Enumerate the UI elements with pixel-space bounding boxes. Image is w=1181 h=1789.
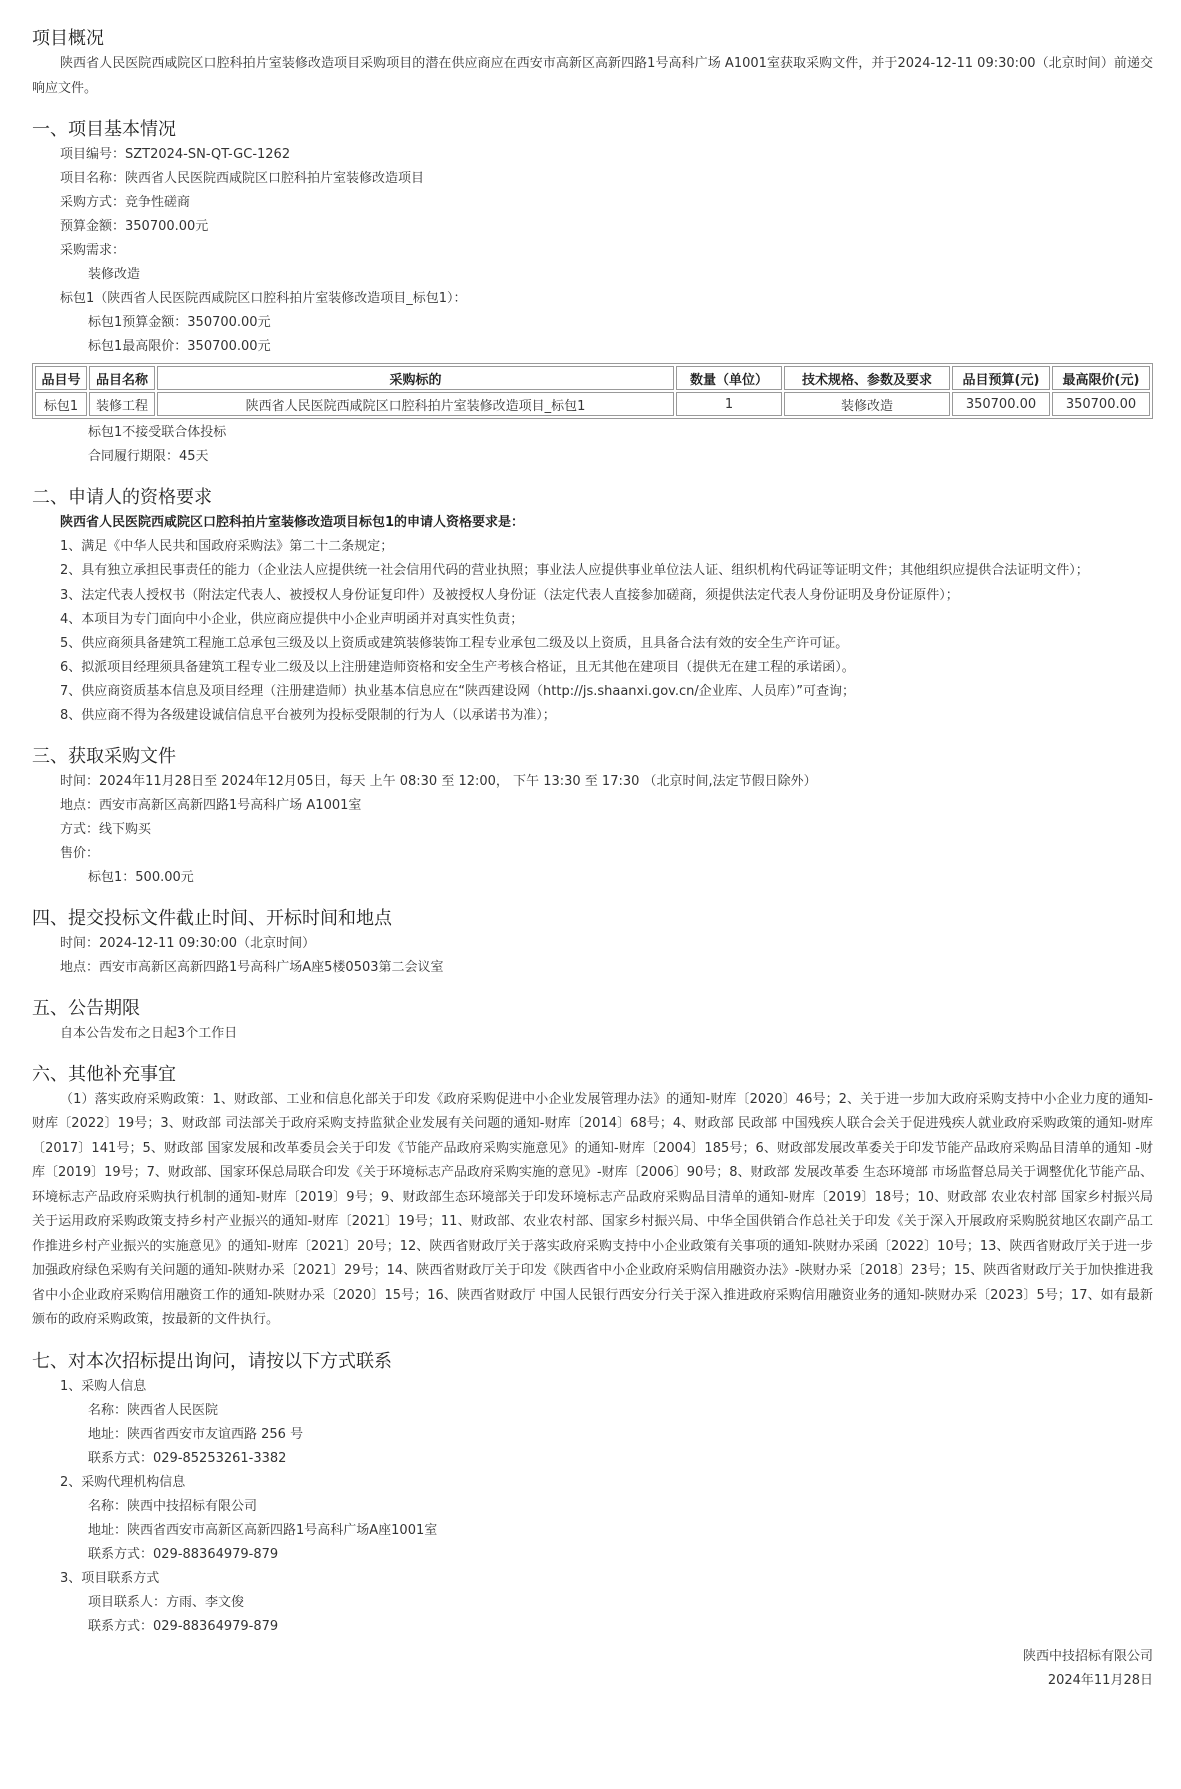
lot-title: 标包1（陕西省人民医院西咸院区口腔科拍片室装修改造项目_标包1）： bbox=[60, 291, 467, 306]
items-table bbox=[32, 363, 1153, 419]
section-title: 四、提交投标文件截止时间、开标时间和地点 bbox=[32, 907, 392, 929]
qualification-lead: 陕西省人民医院西咸院区口腔科拍片室装修改造项目标包1的申请人资格要求是： bbox=[60, 515, 525, 530]
table-cell: 350700.00 bbox=[1052, 392, 1150, 416]
buyer-phone: 联系方式：029-85253261-3382 bbox=[88, 1450, 287, 1466]
lot-max-price: 标包1最高限价：350700.00元 bbox=[88, 339, 271, 354]
section-overview bbox=[32, 26, 1153, 101]
contact-heading: 3、项目联系方式 bbox=[60, 1570, 160, 1586]
table-header-cell: 数量（单位） bbox=[676, 366, 782, 390]
contact-phone: 联系方式：029-88364979-879 bbox=[88, 1618, 279, 1634]
qualification-item: 7、供应商资质基本信息及项目经理（注册建造师）执业基本信息应在“陕西建设网（http://js.shaanxi.gov.cn/企业库、人员库）”可查询； bbox=[60, 683, 855, 699]
signature-org: 陕西中技招标有限公司 bbox=[1022, 1648, 1153, 1664]
section-title: 三、获取采购文件 bbox=[32, 745, 176, 767]
obtain-place: 地点：西安市高新区高新四路1号高科广场 A1001室 bbox=[60, 797, 362, 813]
table-header-row bbox=[35, 366, 1150, 390]
qualification-item: 3、法定代表人授权书（附法定代表人、被授权人身份证复印件）及被授权人身份证（法定代表人直接参加磋商，须提供法定代表人身份证明及身份证原件）； bbox=[60, 587, 959, 603]
table-cell: 装修改造 bbox=[784, 392, 950, 416]
price-label: 售价： bbox=[60, 845, 100, 861]
consortium-note: 标包1不接受联合体投标 bbox=[88, 425, 227, 440]
contract-period: 合同履行期限：45天 bbox=[88, 449, 209, 464]
agent-name: 名称：陕西中技招标有限公司 bbox=[88, 1498, 258, 1514]
qualification-item: 2、具有独立承担民事责任的能力（企业法人应提供统一社会信用代码的营业执照；事业法人应提供事业单位法人证、组织机构代码证等证明文件；其他组织应提供合法证明文件）； bbox=[60, 563, 1089, 578]
section-title: 项目概况 bbox=[32, 28, 104, 49]
notice-period: 自本公告发布之日起3个工作日 bbox=[60, 1025, 238, 1041]
table-header-cell: 采购标的 bbox=[157, 366, 674, 390]
procurement-method: 采购方式：竞争性磋商 bbox=[60, 195, 191, 210]
section-title: 一、项目基本情况 bbox=[32, 119, 176, 140]
section-period bbox=[32, 996, 1153, 1046]
budget-amount: 预算金额：350700.00元 bbox=[60, 219, 209, 234]
section-basic-info bbox=[32, 117, 1153, 469]
table-cell: 350700.00 bbox=[952, 392, 1050, 416]
section-supplement bbox=[32, 1062, 1153, 1333]
project-name: 项目名称：陕西省人民医院西咸院区口腔科拍片室装修改造项目 bbox=[60, 171, 425, 186]
table-header-cell: 技术规格、参数及要求 bbox=[784, 366, 950, 390]
section-qualifications bbox=[32, 485, 1153, 728]
section-contacts bbox=[32, 1349, 1153, 1639]
price-value: 标包1：500.00元 bbox=[88, 869, 194, 885]
supplement-text: （1）落实政府采购政策：1、财政部、工业和信息化部关于印发《政府采购促进中小企业发展管理办法》的通知-财库〔2020〕46号；2、关于进一步加大政府采购支持中小企业力度的通知-财库〔2022〕19号；3、财政部 司法部关于政府采购支持监狱企业发展有关问题的通知-财库〔2014〕68号；4、财政部 民政部 中国残疾人联合会关于促进残疾人就业政府采购政策的通知-财库〔2017〕141号；5、财政部 国家发展和改革委员会关于印发《节能产品政府采购实施意见》的通知-财库〔2004〕185号；6、财政部发展改革委关于印发节能产品政府采购品目清单的通知 -财库〔2019〕19号；7、财政部、国家环保总局联合印发《关于环境标志产品政府采购实施的意见》-财库〔2006〕90号；8、财政部 发展改革委 生态环境部 市场监督总局关于调整优化节能产品、环境标志产品政府采购执行机制的通知-财库〔2019〕9号；9、财政部生态环境部关于印发环境标志产品政府采购品目清单的通知-财库〔2019〕18号；10、财政部 农业农村部 国家乡村振兴局关于运用政府采购政策支持乡村产业振兴的通知-财库〔2021〕19号；11、财政部、农业农村部、国家乡村振兴局、中华全国供销合作总社关于印发《关于深入开展政府采购脱贫地区农副产品工作推进乡村产业振兴的实施意见》的通知-财库〔2021〕20号；12、陕西省财政厅关于落实政府采购支持中小企业政策有关事项的通知-陕财办采函〔2022〕10号；13、陕西省财政厅关于进一步加强政府绿色采购有关问题的通知-陕财办采〔2021〕29号；14、陕西省财政厅关于印发《陕西省中小企业政府采购信用融资办法》-陕财办采〔2018〕23号；15、陕西省财政厅关于加快推进我省中小企业政府采购信用融资工作的通知-陕财办采〔2020〕15号；16、陕西省财政厅 中国人民银行西安分行关于深入推进政府采购信用融资业务的通知-陕财办采〔2023〕5号；17、如有最新颁布的政府采购政策，按最新的文件执行。 bbox=[32, 1091, 1154, 1327]
section-title: 七、对本次招标提出询问，请按以下方式联系 bbox=[32, 1350, 392, 1372]
table-cell: 陕西省人民医院西咸院区口腔科拍片室装修改造项目_标包1 bbox=[157, 392, 674, 416]
project-number: 项目编号：SZT2024-SN-QT-GC-1262 bbox=[60, 147, 291, 162]
section-title: 六、其他补充事宜 bbox=[32, 1063, 176, 1085]
demand-value: 装修改造 bbox=[88, 267, 141, 282]
table-header-cell: 品目预算(元) bbox=[952, 366, 1050, 390]
qualification-item: 6、拟派项目经理须具备建筑工程专业二级及以上注册建造师资格和安全生产考核合格证，且无其他在建项目（提供无在建工程的承诺函）。 bbox=[60, 659, 855, 675]
lot-budget: 标包1预算金额：350700.00元 bbox=[88, 315, 271, 330]
section-obtain-docs bbox=[32, 744, 1153, 890]
section-title: 二、申请人的资格要求 bbox=[32, 487, 212, 508]
table-cell: 装修工程 bbox=[89, 392, 155, 416]
table-row bbox=[35, 392, 1150, 416]
section-deadline bbox=[32, 906, 1153, 980]
qualification-item: 1、满足《中华人民共和国政府采购法》第二十二条规定； bbox=[60, 539, 394, 554]
obtain-way: 方式：线下购买 bbox=[60, 821, 152, 837]
table-header-cell: 品目号 bbox=[35, 366, 87, 390]
contact-person: 项目联系人：方雨、李文俊 bbox=[88, 1594, 245, 1610]
table-cell: 标包1 bbox=[35, 392, 87, 416]
table-cell: 1 bbox=[676, 392, 782, 416]
section-title: 五、公告期限 bbox=[32, 997, 140, 1019]
deadline-time: 时间：2024-12-11 09:30:00（北京时间） bbox=[60, 935, 316, 951]
table-header-cell: 品目名称 bbox=[89, 366, 155, 390]
demand-label: 采购需求： bbox=[60, 243, 126, 258]
qualification-item: 4、本项目为专门面向中小企业，供应商应提供中小企业声明函并对真实性负责； bbox=[60, 611, 524, 627]
buyer-address: 地址：陕西省西安市友谊西路 256 号 bbox=[88, 1426, 304, 1442]
obtain-time: 时间：2024年11月28日至 2024年12月05日，每天 上午 08:30 至 12:00， 下午 13:30 至 17:30 （北京时间,法定节假日除外） bbox=[60, 773, 817, 789]
signature-block bbox=[32, 1645, 1153, 1693]
deadline-place: 地点：西安市高新区高新四路1号高科广场A座5楼0503第二会议室 bbox=[60, 959, 444, 975]
qualification-item: 5、供应商须具备建筑工程施工总承包三级及以上资质或建筑装修装饰工程专业承包二级及以上资质，且具备合法有效的安全生产许可证。 bbox=[60, 635, 849, 651]
agent-phone: 联系方式：029-88364979-879 bbox=[88, 1546, 279, 1562]
agent-address: 地址：陕西省西安市高新区高新四路1号高科广场A座1001室 bbox=[88, 1522, 438, 1538]
signature-date: 2024年11月28日 bbox=[1047, 1672, 1153, 1688]
buyer-heading: 1、采购人信息 bbox=[60, 1378, 147, 1394]
agent-heading: 2、采购代理机构信息 bbox=[60, 1474, 186, 1490]
overview-text: 陕西省人民医院西咸院区口腔科拍片室装修改造项目采购项目的潜在供应商应在西安市高新区高新四路1号高科广场 A1001室获取采购文件，并于2024-12-11 09:30:00（北京时间）前递交响应文件。 bbox=[32, 56, 1153, 96]
qualification-item: 8、供应商不得为各级建设诚信信息平台被列为投标受限制的行为人（以承诺书为准）； bbox=[60, 707, 556, 723]
buyer-name: 名称：陕西省人民医院 bbox=[88, 1402, 219, 1418]
table-header-cell: 最高限价(元) bbox=[1052, 366, 1150, 390]
